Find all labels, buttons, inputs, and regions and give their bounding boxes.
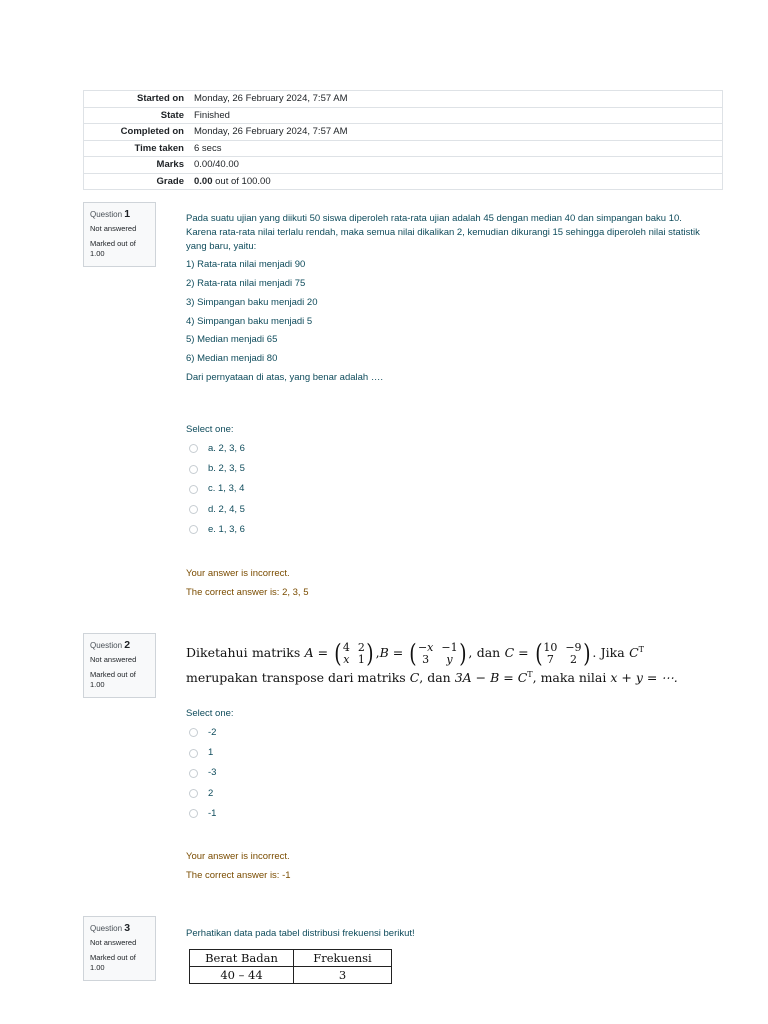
question-prefix: Question [90,641,123,650]
feedback-text: Your answer is incorrect. [186,851,290,862]
summary-value: Finished [194,107,723,124]
question-number [90,207,149,221]
math-text: , maka nilai [532,670,611,686]
matrix-cell: 10 [543,640,558,654]
table-cell: 3 [294,967,392,984]
summary-label: Started on [84,91,195,108]
math-equation: 3A − B = C [454,670,528,686]
summary-row-marks [84,157,723,174]
answer-option[interactable] [186,479,710,499]
question-state: Not answered [90,938,137,948]
math-word: Jika [600,645,625,661]
math-word: dan [476,645,501,661]
question-math-line-2 [186,669,726,687]
matrix-cell: −9 [565,640,582,654]
table-row [190,967,392,984]
math-CT [629,644,644,662]
answer-option[interactable] [186,499,710,519]
option-label: a. 2, 3, 6 [208,442,245,454]
question-3-info [83,916,156,981]
radio-icon[interactable] [189,505,198,514]
transpose-sup: T [638,645,644,655]
question-grade: Marked out of 1.00 [90,953,136,973]
math-text: merupakan transpose dari matriks [186,670,410,686]
option-label: 2 [208,787,214,799]
matrix-B: ( −x −1 3 y ) [409,639,467,668]
correct-answer: The correct answer is: -1 [186,869,291,881]
matrix-name: C [504,645,515,660]
matrix-cell: 2 [569,652,577,666]
option-label: -3 [208,767,217,779]
answer-options [186,723,710,824]
matrix-name: C [629,645,639,661]
summary-row-completed [84,124,723,141]
question-1-content [186,212,710,385]
summary-value: 6 secs [194,140,723,157]
question-2-info [83,633,156,698]
radio-icon[interactable] [189,749,198,758]
grade-score: 0.00 [194,175,213,187]
statement: 2) Rata-rata nilai menjadi 75 [186,278,306,290]
question-prefix: Question [90,924,123,933]
table-cell: 40 – 44 [190,967,294,984]
statement-list [186,258,710,366]
question-state: Not answered [90,655,137,665]
radio-icon[interactable] [189,809,198,818]
select-one-label: Select one: [186,424,234,435]
answer-option[interactable] [186,804,710,824]
math-equation: x + y = ⋯. [610,670,678,686]
frequency-table [189,949,392,984]
summary-value: Monday, 26 February 2024, 7:57 AM [194,124,723,141]
matrix-name: A [304,645,314,660]
option-label: e. 1, 3, 6 [208,523,245,535]
question-1-info [83,202,156,267]
summary-label: Grade [84,173,195,190]
matrix-cell: 7 [546,652,554,666]
summary-label: Marks [84,157,195,174]
correct-answer: The correct answer is: 2, 3, 5 [186,586,309,598]
answer-option[interactable] [186,743,710,763]
matrix-C: ( 10 −9 7 2 ) [534,639,591,668]
math-eq: = [313,645,333,660]
statement: 4) Simpangan baku menjadi 5 [186,315,313,327]
question-2-answers [186,707,710,824]
matrix-cell: y [446,652,453,666]
option-label: c. 1, 3, 4 [208,483,245,495]
question-grade: Marked out of 1.00 [90,239,136,259]
question-text: Pada suatu ujian yang diikuti 50 siswa diperoleh rata-rata ujian adalah 45 dengan median 40 dan simpangan baku 10. Karena rata-rata nilai terlalu rendah, maka semua nilai dikalikan 2, kemudian dikurangi 15 sehingga diperoleh nilai statistik yang baru, yaitu: [186,213,700,252]
summary-row-started [84,91,723,108]
column-header: Berat Badan [190,950,294,967]
matrix-A-expr: A = ( 4 2 x 1 ) ,B = ( −x −1 3 y ) , [304,639,473,668]
radio-icon[interactable] [189,444,198,453]
matrix-cell: −x [417,640,434,654]
matrix-C-expr: C = ( 10 −9 7 2 ) . [504,639,597,668]
select-one-label: Select one: [186,708,234,719]
attempt-summary-table [83,90,723,190]
matrix-cell: 1 [357,652,365,666]
question-num: 1 [124,208,131,220]
statement: 3) Simpangan baku menjadi 20 [186,296,318,308]
math-word: Diketahui [186,645,248,661]
grade-total: out of 100.00 [212,175,271,187]
question-state: Not answered [90,224,137,234]
option-label: d. 2, 4, 5 [208,503,245,515]
question-math-line-1 [186,641,644,666]
option-label: 1 [208,747,214,759]
option-label: -2 [208,726,217,738]
matrix-A: ( 4 2 x 1 ) [334,639,374,668]
option-label: -1 [208,807,217,819]
statement: 1) Rata-rata nilai menjadi 90 [186,259,306,271]
statement: 5) Median menjadi 65 [186,334,278,346]
answer-option[interactable] [186,783,710,803]
radio-icon[interactable] [189,485,198,494]
math-text: , dan [419,670,455,686]
summary-label: State [84,107,195,124]
summary-value: 0.00/40.00 [194,157,723,174]
summary-row-time [84,140,723,157]
question-3-content [186,927,710,941]
feedback-text: Your answer is incorrect. [186,568,290,579]
summary-row-grade [84,173,723,190]
question-num: 2 [124,639,131,651]
math-eq: = [514,645,533,660]
question-number [90,921,149,935]
question-1-feedback [186,567,710,600]
statement: 6) Median menjadi 80 [186,353,278,365]
radio-icon[interactable] [189,769,198,778]
answer-option[interactable] [186,520,710,540]
question-1-answers [186,423,710,540]
question-prefix: Question [90,210,123,219]
summary-label: Time taken [84,140,195,157]
summary-value [194,173,723,190]
answer-option[interactable] [186,763,710,783]
math-word: matriks [251,645,301,661]
radio-icon[interactable] [189,465,198,474]
math-eq: = [388,645,408,660]
matrix-cell: 2 [357,640,365,654]
question-num: 3 [124,922,131,934]
matrix-cell: −1 [441,640,458,654]
table-header-row [190,950,392,967]
answer-option[interactable] [186,439,710,459]
radio-icon[interactable] [189,728,198,737]
question-2-content [186,641,726,687]
question-2-feedback [186,850,710,883]
matrix-name: B [379,645,389,660]
summary-label: Completed on [84,124,195,141]
summary-value: Monday, 26 February 2024, 7:57 AM [194,91,723,108]
matrix-cell: 3 [422,652,430,666]
summary-row-state [84,107,723,124]
radio-icon[interactable] [189,789,198,798]
radio-icon[interactable] [189,525,198,534]
question-number [90,638,149,652]
option-label: b. 2, 3, 5 [208,463,245,475]
answer-option[interactable] [186,459,710,479]
matrix-name: C [409,670,420,686]
matrix-cell: 4 [342,640,350,654]
question-grade: Marked out of 1.00 [90,670,136,690]
answer-option[interactable] [186,723,710,743]
transpose-sup: T [527,670,533,679]
column-header: Frekuensi [294,950,392,967]
question-text: Perhatikan data pada tabel distribusi frekuensi berikut! [186,928,415,939]
question-prompt: Dari pernyataan di atas, yang benar adalah …. [186,371,383,383]
matrix-cell: x [343,652,350,666]
answer-options [186,439,710,540]
